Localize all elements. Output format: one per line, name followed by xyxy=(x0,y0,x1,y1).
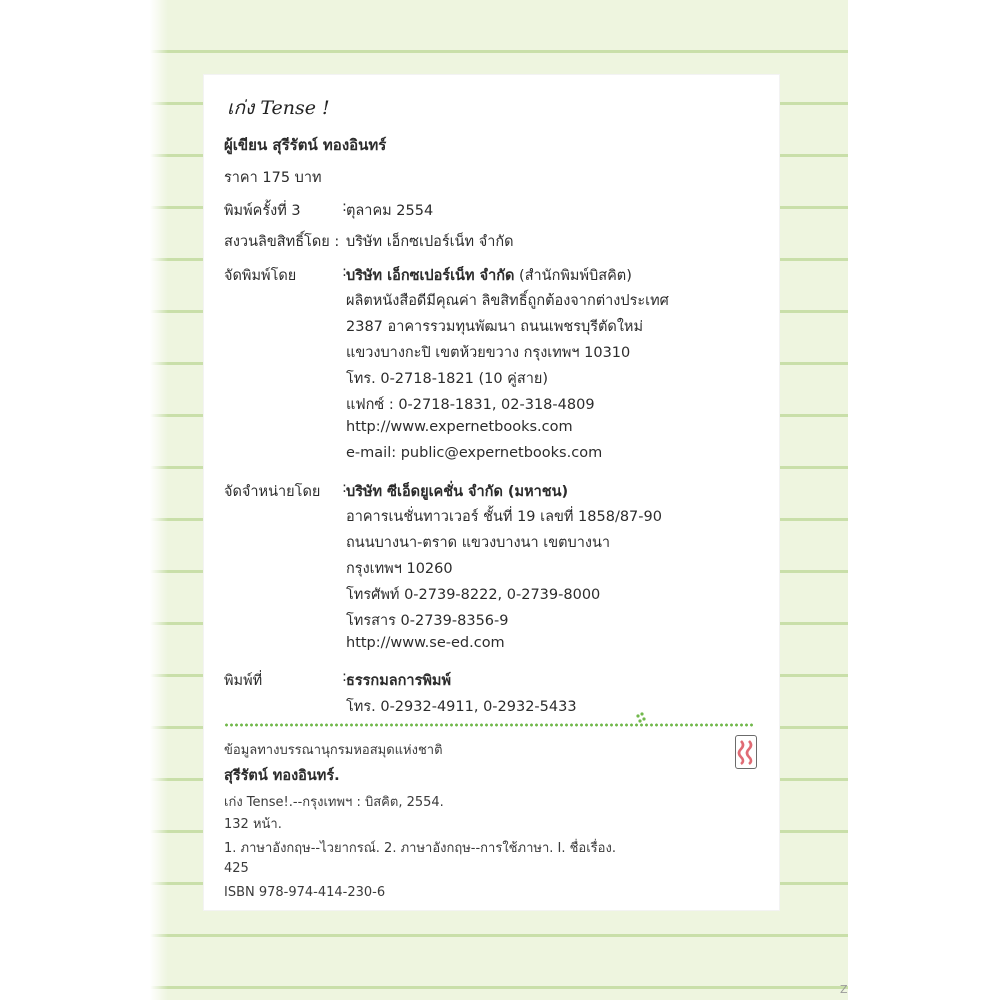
distributor-name: บริษัท ซีเอ็ดยูเคชั่น จำกัด (มหาชน) xyxy=(346,484,569,500)
edition-colon: : xyxy=(342,199,347,215)
printer-colon: : xyxy=(342,669,347,685)
cip-line: 1. ภาษาอังกฤษ--ไวยากรณ์. 2. ภาษาอังกฤษ--การใช้ภาษา. I. ชื่อเรื่อง. xyxy=(224,841,616,856)
publisher-phone: โทร. 0-2718-1821 (10 คู่สาย) xyxy=(346,371,549,387)
distributor-colon: : xyxy=(342,480,347,496)
printer-label: พิมพ์ที่ xyxy=(224,673,263,689)
publisher-line: แขวงบางกะปิ เขตห้วยขวาง กรุงเทพฯ 10310 xyxy=(346,345,631,361)
publisher-line: ผลิตหนังสือดีมีคุณค่า ลิขสิทธิ์ถูกต้องจากต่างประเทศ xyxy=(346,293,669,309)
cip-header: ข้อมูลทางบรรณานุกรมหอสมุดแห่งชาติ xyxy=(224,743,443,758)
edition-value: ตุลาคม 2554 xyxy=(346,203,434,219)
publisher-colon: : xyxy=(342,264,347,280)
cip-line: 425 xyxy=(224,861,249,876)
distributor-website-link[interactable]: http://www.se-ed.com xyxy=(346,635,505,651)
sprout-icon xyxy=(632,711,650,725)
distributor-line: ถนนบางนา-ตราด แขวงบางนา เขตบางนา xyxy=(346,535,611,551)
page-number: Z xyxy=(840,983,848,996)
page-left-fade xyxy=(150,0,168,1000)
publisher-website-link[interactable]: http://www.expernetbooks.com xyxy=(346,419,573,435)
publisher-imprint: (สำนักพิมพ์บิสคิต) xyxy=(519,268,632,284)
publisher-heading xyxy=(346,264,632,287)
copyright-label: สงวนลิขสิทธิ์โดย : xyxy=(224,234,340,250)
cip-author: สุรีรัตน์ ทองอินทร์. xyxy=(224,768,340,784)
copyright-value: บริษัท เอ็กซเปอร์เน็ท จำกัด xyxy=(346,234,514,250)
distributor-line: กรุงเทพฯ 10260 xyxy=(346,561,453,577)
cip-line: เก่ง Tense!.--กรุงเทพฯ : บิสคิต, 2554. xyxy=(224,795,444,810)
distributor-phone: โทรศัพท์ 0-2739-8222, 0-2739-8000 xyxy=(346,587,601,603)
dotted-divider xyxy=(224,723,754,727)
distributor-fax: โทรสาร 0-2739-8356-9 xyxy=(346,613,509,629)
printer-phone: โทร. 0-2932-4911, 0-2932-5433 xyxy=(346,699,577,715)
publisher-line: 2387 อาคารรวมทุนพัฒนา ถนนเพชรบุรีตัดใหม่ xyxy=(346,319,644,335)
printer-name: ธรรกมลการพิมพ์ xyxy=(346,673,452,689)
price-line: ราคา 175 บาท xyxy=(224,170,322,186)
publisher-name: บริษัท เอ็กซเปอร์เน็ท จำกัด xyxy=(346,268,515,284)
cip-line: 132 หน้า. xyxy=(224,817,282,832)
book-title: เก่ง Tense ! xyxy=(227,97,330,119)
publisher-logo-icon xyxy=(735,735,757,769)
isbn: ISBN 978-974-414-230-6 xyxy=(224,885,386,900)
publisher-email-link[interactable]: e-mail: public@expernetbooks.com xyxy=(346,445,603,461)
copyright-card xyxy=(204,75,779,910)
distributor-label: จัดจำหน่ายโดย xyxy=(224,484,321,500)
distributor-line: อาคารเนชั่นทาวเวอร์ ชั้นที่ 19 เลขที่ 1858/87-90 xyxy=(346,509,662,525)
publisher-label: จัดพิมพ์โดย xyxy=(224,268,297,284)
edition-label: พิมพ์ครั้งที่ 3 xyxy=(224,203,301,219)
author-line: ผู้เขียน สุรีรัตน์ ทองอินทร์ xyxy=(224,136,387,154)
publisher-fax: แฟกซ์ : 0-2718-1831, 02-318-4809 xyxy=(346,397,595,413)
